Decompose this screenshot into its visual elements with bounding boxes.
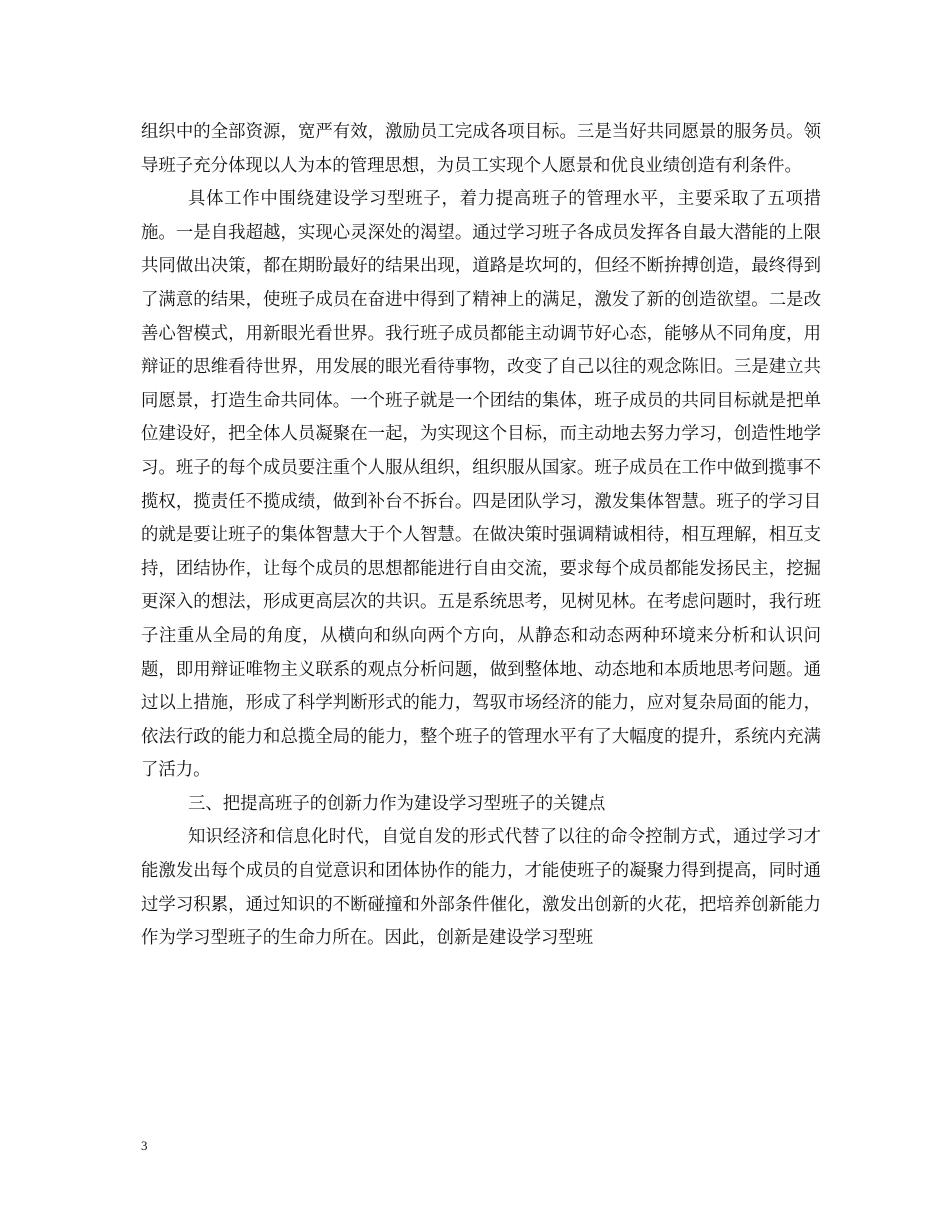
paragraph-1: 组织中的全部资源，宽严有效，激励员工完成各项目标。三是当好共同愿景的服务员。领导班子充分体现以人为本的管理思想，为员工实现个人愿景和优良业绩创造有利条件。 <box>141 122 821 176</box>
paragraph-3: 知识经济和信息化时代，自觉自发的形式代替了以往的命令控制方式，通过学习才能激发出每个成员的自觉意识和团体协作的能力，才能使班子的凝聚力得到提高，同时通过学习积累，通过知识的不断碰撞和外部条件催化，激发出创新的火花，把培养创新能力作为学习型班子的生命力所在。因此，创新是建设学习型班 <box>141 827 821 949</box>
page-number: 3 <box>141 1138 148 1153</box>
document-body <box>141 116 821 956</box>
paragraph-2: 具体工作中围绕建设学习型班子，着力提高班子的管理水平，主要采取了五项措施。一是自我超越，实现心灵深处的渴望。通过学习班子各成员发挥各自最大潜能的上限共同做出决策，都在期盼最好的结果出现，道路是坎坷的，但经不断拚搏创造，最终得到了满意的结果，使班子成员在奋进中得到了精神上的满足，激发了新的创造欲望。二是改善心智模式，用新眼光看世界。我行班子成员都能主动调节好心态，能够从不同角度，用辩证的思维看待世界，用发展的眼光看待事物，改变了自己以往的观念陈旧。三是建立共同愿景，打造生命共同体。一个班子就是一个团结的集体，班子成员的共同目标就是把单位建设好，把全体人员凝聚在一起，为实现这个目标，而主动地去努力学习，创造性地学习。班子的每个成员要注重个人服从组织，组织服从国家。班子成员在工作中做到揽事不揽权，揽责任不揽成绩，做到补台不拆台。四是团队学习，激发集体智慧。班子的学习目的就是要让班子的集体智慧大于个人智慧。在做决策时强调精诚相待，相互理解，相互支持，团结协作，让每个成员的思想都能进行自由交流，要求每个成员都能发扬民主，挖掘更深入的想法，形成更高层次的共识。五是系统思考，见树见林。在考虑问题时，我行班子注重从全局的角度，从横向和纵向两个方向，从静态和动态两种环境来分析和认识问题，即用辩证唯物主义联系的观点分析问题，做到整体地、动态地和本质地思考问题。通过以上措施，形成了科学判断形式的能力，驾驭市场经济的能力，应对复杂局面的能力，依法行政的能力和总揽全局的能力，整个班子的管理水平有了大幅度的提升，系统内充满了活力。 <box>141 189 821 781</box>
section-heading: 三、把提高班子的创新力作为建设学习型班子的关键点 <box>187 793 606 814</box>
